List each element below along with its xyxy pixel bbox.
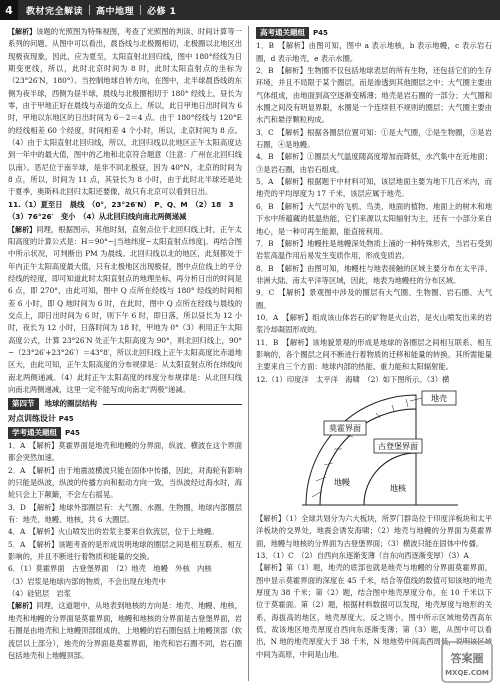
header-divider [89,5,90,15]
left-column [8,26,242,662]
answer-1: 1．B 【解析】由图可知，图中 a 表示地核，b 表示地幔，c 表示岩石圈，d 表示地壳，e 表示水圈。 [256,41,492,63]
section-number: 第四节 [8,398,39,410]
page-header [0,0,500,20]
answer-11: 11．B 【解析】该地貌景观的形成是地球的各圈层之间相互联系、相互影响的，各个圈层之间不断进行着物质的迁移和能量的转换，其所需能量主要来自三个方面：地球内部的热能、重力能和太阳辐射能。 [256,337,492,372]
answer-13: 13．（1）C （2）自西向东逐渐变薄（自东向西逐渐变厚）（3）A [256,551,469,560]
section-heading [8,398,242,410]
question-group-page: P45 [313,29,328,37]
mantle-label: 地幔 [334,477,350,487]
answer-12: 12.（1）印度洋 太平洋 海啸 （2）如下图所示。（3）横 [256,374,450,384]
question-group-page: P45 [65,428,80,437]
book-title: 教材完全解读 [26,6,84,17]
section-rule [103,404,242,405]
explanation-paragraph: 【解析】同理，根据图示，其他时刻，直射点位于北回归线上时，正午太阳高度的计算公式是：H＝90°−|当地纬度−太阳直射点纬度|。再结合图中所示状况，可判断出 PM 为晨线。北回归线以北的地区，此刻都处于年内正午太阳高度最大值，只有北极地区出现极昼，图中点位线上的平分经线的经度，即可知道此时太阳直射点的地理坐标，再分析日出的时间是 6 点，即 270°，由此可知，图中 Q 点所在经线与 180° 经线的时间相差 6 小时，即 Q 地时间为 6 时，在此时，图中 Q 点所在经线与晨线的交点上，即日出时间为 6 时，则下午 6 时，即日落，所以昼长为 12 小时，夜长为 12 小时，日落时间为 18 时，甲地为 0°（3）利用正午太阳高度公式，计算 23°26′N 处正午太阳高度为 90°，则北回归线上，90°−（23°26′+23°26′）＝43°8′，所以北回归线上正午太阳高度比赤道地区大，由此可知，正午太阳高度的分布规律是：从太阳直射点所在纬线向南北两侧递减。（4）此时正午太阳高度的纬度分布规律是：从北回归线向南北两侧递减，这里一定不能写成向南北"两极"递减。 [8,224,242,394]
answer-6-b: （3）岩浆是地球内部的物质，不会出现在地壳中 [8,576,166,586]
question-group-label: 高考通关题组 [256,27,309,39]
book-subject: 高中地理 [96,6,135,17]
answer-2: 2．B 【解析】生物圈不仅包括地球表层的所有生物，还包括它们的生存环境，并且不局限于某个圈层，而是渗透到其他圈层之中；大气圈主要由气体组成，由地面到高空逐渐变稀薄；地壳是岩石圈的一部分；大气圈和水圈之间没有明显界限，水圈是一个连续但不规则的圈层；大气圈主要由水汽和悬浮颗粒构成。 [256,66,492,125]
answer-6: 6．B 【解析】大气层中的飞机、鸟类、地面的植物、地面上的树木和地下水中所蕴藏的低温热能，它们来源以太阳辐射为主，还有一小部分来自地心，是一种可再生能源，能直接利用。 [256,201,492,236]
answer-5: 5．A 【解析】该题考查的是形成说明地球的圈层之间是相互联系、相互影响的，并且不断进行着物质和能量的交换。 [8,539,242,562]
right-column [256,26,492,661]
answer-10: 10．A 【解析】组成该山体岩石的矿物是火山岩，是火山喷发出来的岩浆冷却凝固形成的。 [256,312,492,335]
answer-8: 8．B 【解析】由图可知，地幔柱与地表接触的区域主要分布在太平洋、非洲大陆、南太平洋等区域，因此，地表为地幔柱的分布区域。 [256,263,492,285]
explanation-paragraph: 【解析】同理，这道题中，从地表到地核的方向是：地壳、地幔、地核，地壳和地幔的分界面是莫霍界面，地幔和地核的分界面是古登堡界面，岩石圈是由地壳和上地幔顶部组成的，上地幔的岩石圈包括上地幔顶部（软流层以上部分），地壳的分界面是莫霍界面，地壳和岩石圈不同，岩石圈包括地壳和上地幔顶部。 [8,601,242,660]
gutenberg-label: 古登堡界面 [378,441,418,451]
answer-4: 4．B 【解析】①圈层大气温度随高度增加而降低，水汽集中在近地面；③是岩石圈，由岩石组成。 [256,152,492,174]
question-group-label: 学考通关题组 [8,427,61,439]
book-volume: 必修 1 [147,6,177,17]
question-group-heading [8,427,242,439]
answer-6-a: 6．（1）莫霍界面 古登堡界面 （2）地壳 地幔 外核 内核 [8,564,212,574]
answer-9: 9．C 【解析】景观图中涉及的圈层有大气圈、生物圈、岩石圈、大气圈。 [256,288,492,310]
section-title: 地球的圈层结构 [44,399,97,409]
analysis-tag: 【解析】 [8,602,37,611]
explanation-paragraph: 【解析】第（1）题，地壳的底部也就是地壳与地幔的分界面莫霍界面，图中显示莫霍界面的深度在 45 千米，结合等值线的数值可知该地的地壳厚度为 38 千米；第（2）题，结合图中地壳厚度分布，在 10 千米以下位于莫霍面。第（2）题，根据材料数据可以发现，地壳厚度与地形的关系，海拔高的地区，地壳厚度大，反之则小，图中所示区域地势西高东低，故该地区地壳厚度自西向东逐渐变薄；第（3）题，从图中可以看出，N 地的地壳厚度大于 38 千米，N 地地势中间高西周低，说明该区域中间为高原，中间是山地。 [256,563,492,659]
watermark-url: MXQE.COM [445,669,489,677]
header-divider [140,5,141,15]
subsection-page: P45 [58,414,74,423]
answer-3: 3．C 【解析】根据各圈层位置可知：①是大气圈，②是生物圈，③是岩石圈，④是地幔。 [256,127,492,150]
page-number: 4 [0,0,18,20]
answer-5: 5．A 【解析】根据题干中材料可知，该层地面主要为地下几百米内，而地壳的平均厚度为 17 千米，该层应属于地壳。 [256,177,492,199]
core-label: 地核 [390,483,406,493]
analysis-tag: 【解析】 [8,225,37,234]
answer-11-a: 11.（1）夏至日 晨线 （0°，23°26′N） P、Q、M （2）18 3 [8,199,234,209]
column-divider [248,26,249,681]
subsection-heading: 对点训练设计 P45 [8,413,74,423]
explanation-paragraph: 【解析】（1）全球共划分为六大板块，所罗门群岛位于印度洋板块和太平洋板块的交界处，地震会诱发海啸；（2）地壳与地幔的分界面为莫霍界面，地幔与地核的分界面为古登堡界面；（3）横波只能在固体中传播。 [256,513,492,548]
answer-2: 2．A 【解析】由于地震波横波只能在固体中传播，因此，对海轮有影响的只能是纵波，纵波的传播方向和振动方向一致，当纵波经过海水时，海轮只会上下颠簸，不会左右摇晃。 [8,465,242,500]
watermark-logo-text: 答案圈 [450,652,484,665]
answer-11-b: （3）76°26′ 变小 （4）从北回归线向南北两侧递减 [8,212,187,222]
earth-layers-diagram [298,387,468,511]
earth-structure-diagram-row [256,387,492,511]
answer-7: 7．B 【解析】地幔柱是地幔深处物质上涌的一种特殊形式，当岩石受到岩浆高温作用后易发生变质作用，形成变质岩。 [256,238,492,261]
answer-6-c: （4）硅铝层 岩浆 [8,589,72,599]
explanation-paragraph: 【解析】该题的光照图为特殊视图，考查了光照图的判读、时间计算等一系列的问题。从图中可以看出，晨昏线与北极圈相切，北极圈以北地区出现极夜现象，因此，应为夏至，太阳直射北回归线，图中 180°经线为日期变更线，所以，此时北京时间为 8 时，此时太阳直射点的坐标为（23°26′N，180°）。当控制地球自转方向，在图中，北半球晨昏线的东侧为夜半球，西侧为昼半球，晨线与北极圈相切于 180° 经线上，昼长为零，由于甲地正好在晨线与赤道的交点上，所以，此日甲地日出时间为 6 时，甲地以东地区的日出时间为 6－2＝4 点。由于 180°经线与 120°E 的经线相差 60 个经度，时间相差 4 个小时，所以，北京时间为 8 点。（4）由于太阳直射北回归线，所以，北回归线以北地区正午太阳高度达到一年中的最大值，图中的乙地和北京符合题意（注意：广州在北回归线以南）。恶尼位于南半球，是非不同北极昼，因为 40°N，北京的时间为 8 点，所以，时间为 11 点，其昼长为 8 小时，由于此时北半球还是处于夏季，奥斯科北回归太阳还要像，故只有北京可以看到日出。 [8,27,242,197]
answer-1: 1．A 【解析】莫霍界面是地壳和地幔的分界面，纵波、横波在这个界面都会突然加速。 [8,441,242,463]
answer-4: 4．A 【解析】火山喷发出的岩浆主要来自软流层，位于上地幔。 [8,527,219,537]
answer-3: 3．D 【解析】地球外部圈层有：大气圈、水圈、生物圈，地球内部圈层有：地壳、地幔、地核，共 6 大圈层。 [8,502,242,525]
crust-label: 地壳 [431,393,447,403]
moho-label: 莫霍界面 [329,423,361,433]
analysis-tag: 【解析】 [8,28,37,36]
question-group-heading [256,27,492,39]
site-watermark [440,640,494,684]
